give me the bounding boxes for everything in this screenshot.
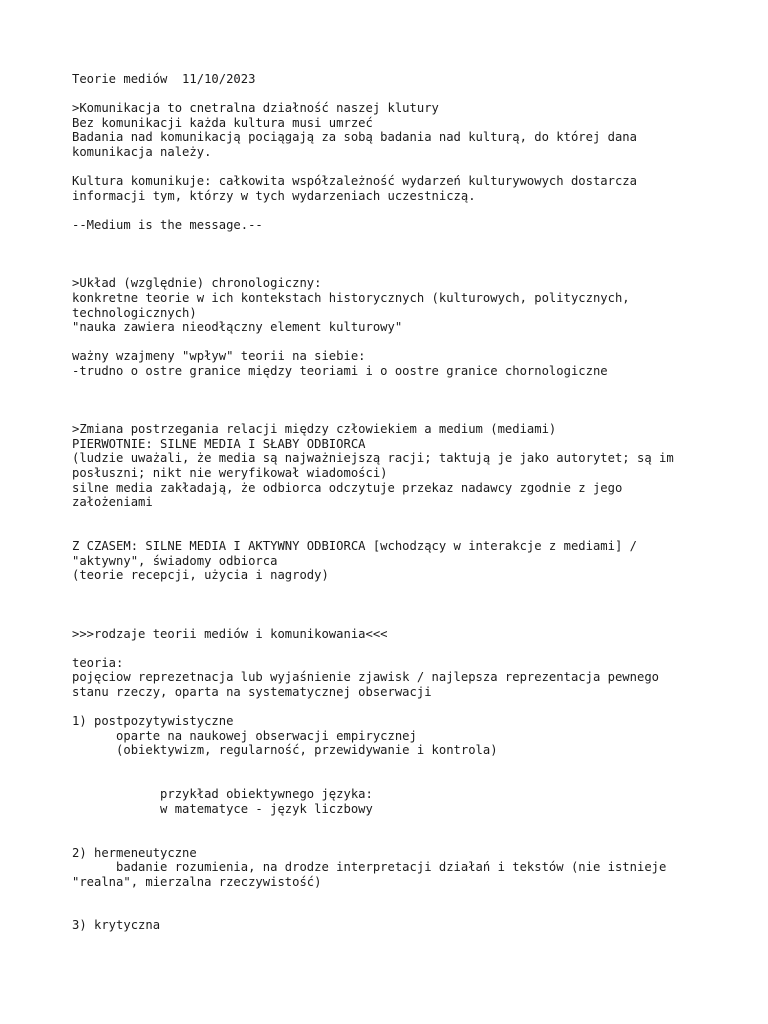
section-rodzaje-teorii [72, 627, 732, 642]
section-komunikacja [72, 101, 732, 159]
text-line: konkretne teorie w ich kontekstach historycznych (kulturowych, politycznych, [72, 290, 630, 305]
text-line: badanie rozumienia, na drodze interpretacji działań i tekstów (nie istnieje [72, 860, 667, 875]
text-line: posłuszni; nikt nie weryfikował wiadomości) [72, 466, 388, 481]
text-line: oparte na naukowej obserwacji empirycznej [72, 728, 417, 743]
text-line: Z CZASEM: SILNE MEDIA I AKTYWNY ODBIORCA [wchodzący w interakcje z mediami] / [72, 539, 637, 554]
text-line: "realna", mierzalna rzeczywistość) [72, 874, 322, 889]
text-line: komunikacja należy. [72, 144, 212, 159]
text-line: 2) hermeneutyczne [72, 845, 197, 860]
section-z-czasem [72, 539, 732, 583]
text-line: Badania nad komunikacją pociągają za sobą badania nad kulturą, do której dana [72, 130, 637, 145]
section-hermeneutyczne [72, 846, 732, 890]
text-line: technologicznych) [72, 305, 197, 320]
text-line: (teorie recepcji, użycia i nagrody) [72, 568, 329, 583]
text-line: Kultura komunikuje: całkowita współzależność wydarzeń kulturywowych dostarcza [72, 174, 637, 189]
text-line: teoria: [72, 655, 124, 670]
section-medium-message [72, 218, 732, 233]
document-page [72, 72, 732, 933]
text-line: Bez komunikacji każda kultura musi umrzeć [72, 115, 373, 130]
text-line: silne media zakładają, że odbiorca odczytuje przekaz nadawcy zgodnie z jego [72, 480, 623, 495]
section-przyklad-jezyka [72, 787, 732, 816]
text-line: założeniami [72, 495, 153, 510]
section-teoria-definicja [72, 656, 732, 700]
section-postpozytywistyczne [72, 714, 732, 758]
section-wplyw-teorii [72, 349, 732, 378]
text-line: "nauka zawiera nieodłączny element kulturowy" [72, 320, 403, 335]
text-line: informacji tym, którzy w tych wydarzeniach uczestniczą. [72, 188, 476, 203]
text-line: 1) postpozytywistyczne [72, 714, 234, 729]
text-line: 3) krytyczna [72, 918, 161, 933]
text-line: -trudno o ostre granice między teoriami i o oostre granice chornologiczne [72, 363, 608, 378]
text-line: pojęciow reprezetnacja lub wyjaśnienie zjawisk / najlepsza reprezentacja pewnego [72, 670, 659, 685]
text-line: ważny wzajmeny "wpływ" teorii na siebie: [72, 349, 366, 364]
text-line: "aktywny", świadomy odbiorca [72, 553, 278, 568]
text-line: w matematyce - język liczbowy [72, 801, 373, 816]
document-title: Teorie mediów 11/10/2023 [72, 72, 256, 86]
section-krytyczna [72, 918, 732, 933]
section-uklad-chronologiczny [72, 276, 732, 334]
section-kultura-komunikuje [72, 174, 732, 203]
text-line: >Układ (względnie) chronologiczny: [72, 276, 322, 291]
text-line: (ludzie uważali, że media są najważniejszą racji; taktują je jako autorytet; są im [72, 451, 674, 466]
text-line: stanu rzeczy, oparta na systematycznej obserwacji [72, 684, 432, 699]
text-line: >Komunikacja to cnetralna działność naszej klutury [72, 101, 439, 116]
text-line: --Medium is the message.-- [72, 217, 263, 232]
text-line: przykład obiektywnego języka: [72, 787, 373, 802]
section-zmiana-postrzegania [72, 422, 732, 510]
text-line: PIERWOTNIE: SILNE MEDIA I SŁABY ODBIORCA [72, 436, 366, 451]
text-line: >Zmiana postrzegania relacji między człowiekiem a medium (mediami) [72, 422, 557, 437]
text-line: >>>rodzaje teorii mediów i komunikowania<<< [72, 626, 388, 641]
text-line: (obiektywizm, regularność, przewidywanie i kontrola) [72, 743, 498, 758]
